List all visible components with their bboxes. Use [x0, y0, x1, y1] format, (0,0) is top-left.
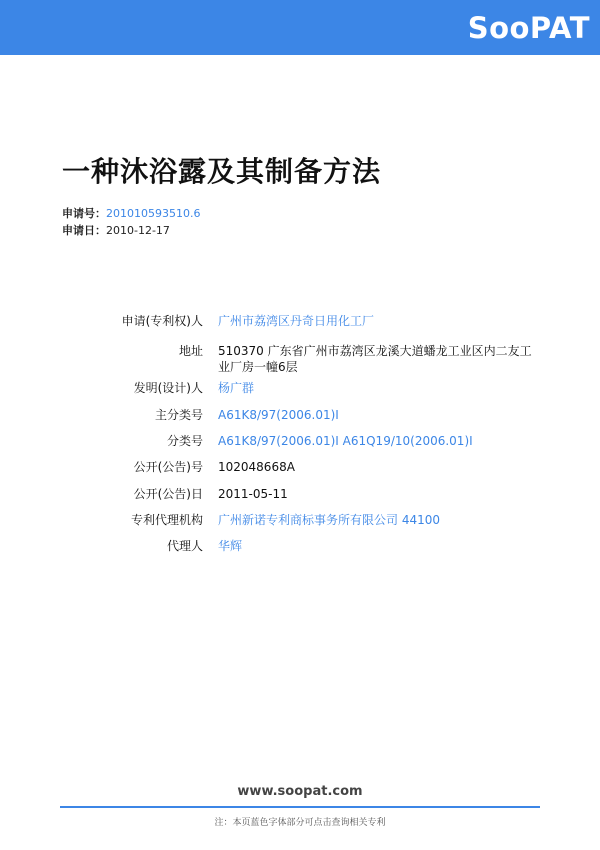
inventor-link[interactable]: 杨广群: [218, 381, 255, 395]
application-date-value: 2010-12-17: [106, 224, 170, 237]
application-number: [62, 206, 200, 222]
field-label: 专利代理机构: [130, 513, 203, 527]
application-date: [62, 223, 170, 239]
footer-note: 注：本页蓝色字体部分可点击查询相关专利: [214, 818, 386, 828]
header-bar: [0, 0, 600, 55]
field-label: 分类号: [166, 434, 203, 448]
footer-divider: [60, 806, 540, 808]
field-label: 申请(专利权)人: [121, 314, 203, 328]
soopat-logo[interactable]: SooPAT: [467, 11, 590, 45]
pub-number-value: 102048668A: [218, 460, 295, 474]
agency-link[interactable]: 广州新诺专利商标事务所有限公司 44100: [218, 513, 440, 527]
patent-title: 一种沐浴露及其制备方法: [62, 155, 382, 188]
agent-link[interactable]: 华辉: [218, 539, 243, 553]
field-label: 主分类号: [154, 408, 203, 422]
applicant-link[interactable]: 广州市荔湾区丹奇日用化工厂: [218, 314, 375, 328]
main-class-link[interactable]: A61K8/97(2006.01)I: [218, 408, 339, 422]
site-url[interactable]: www.soopat.com: [237, 784, 363, 799]
application-date-label: 申请日：: [62, 224, 106, 237]
application-number-label: 申请号：: [62, 207, 106, 220]
field-label: 地址: [178, 344, 203, 358]
application-number-link[interactable]: 201010593510.6: [106, 207, 201, 220]
field-label: 公开(公告)号: [133, 460, 203, 474]
classes-link[interactable]: A61K8/97(2006.01)I A61Q19/10(2006.01)I: [218, 434, 473, 448]
address-value: 510370 广东省广州市荔湾区龙溪大道蟠龙工业区内二友工业厂房一幢6层: [218, 344, 532, 374]
pub-date-value: 2011-05-11: [218, 487, 288, 501]
field-label: 代理人: [166, 539, 203, 553]
field-label: 公开(公告)日: [133, 487, 203, 501]
field-label: 发明(设计)人: [133, 381, 203, 395]
